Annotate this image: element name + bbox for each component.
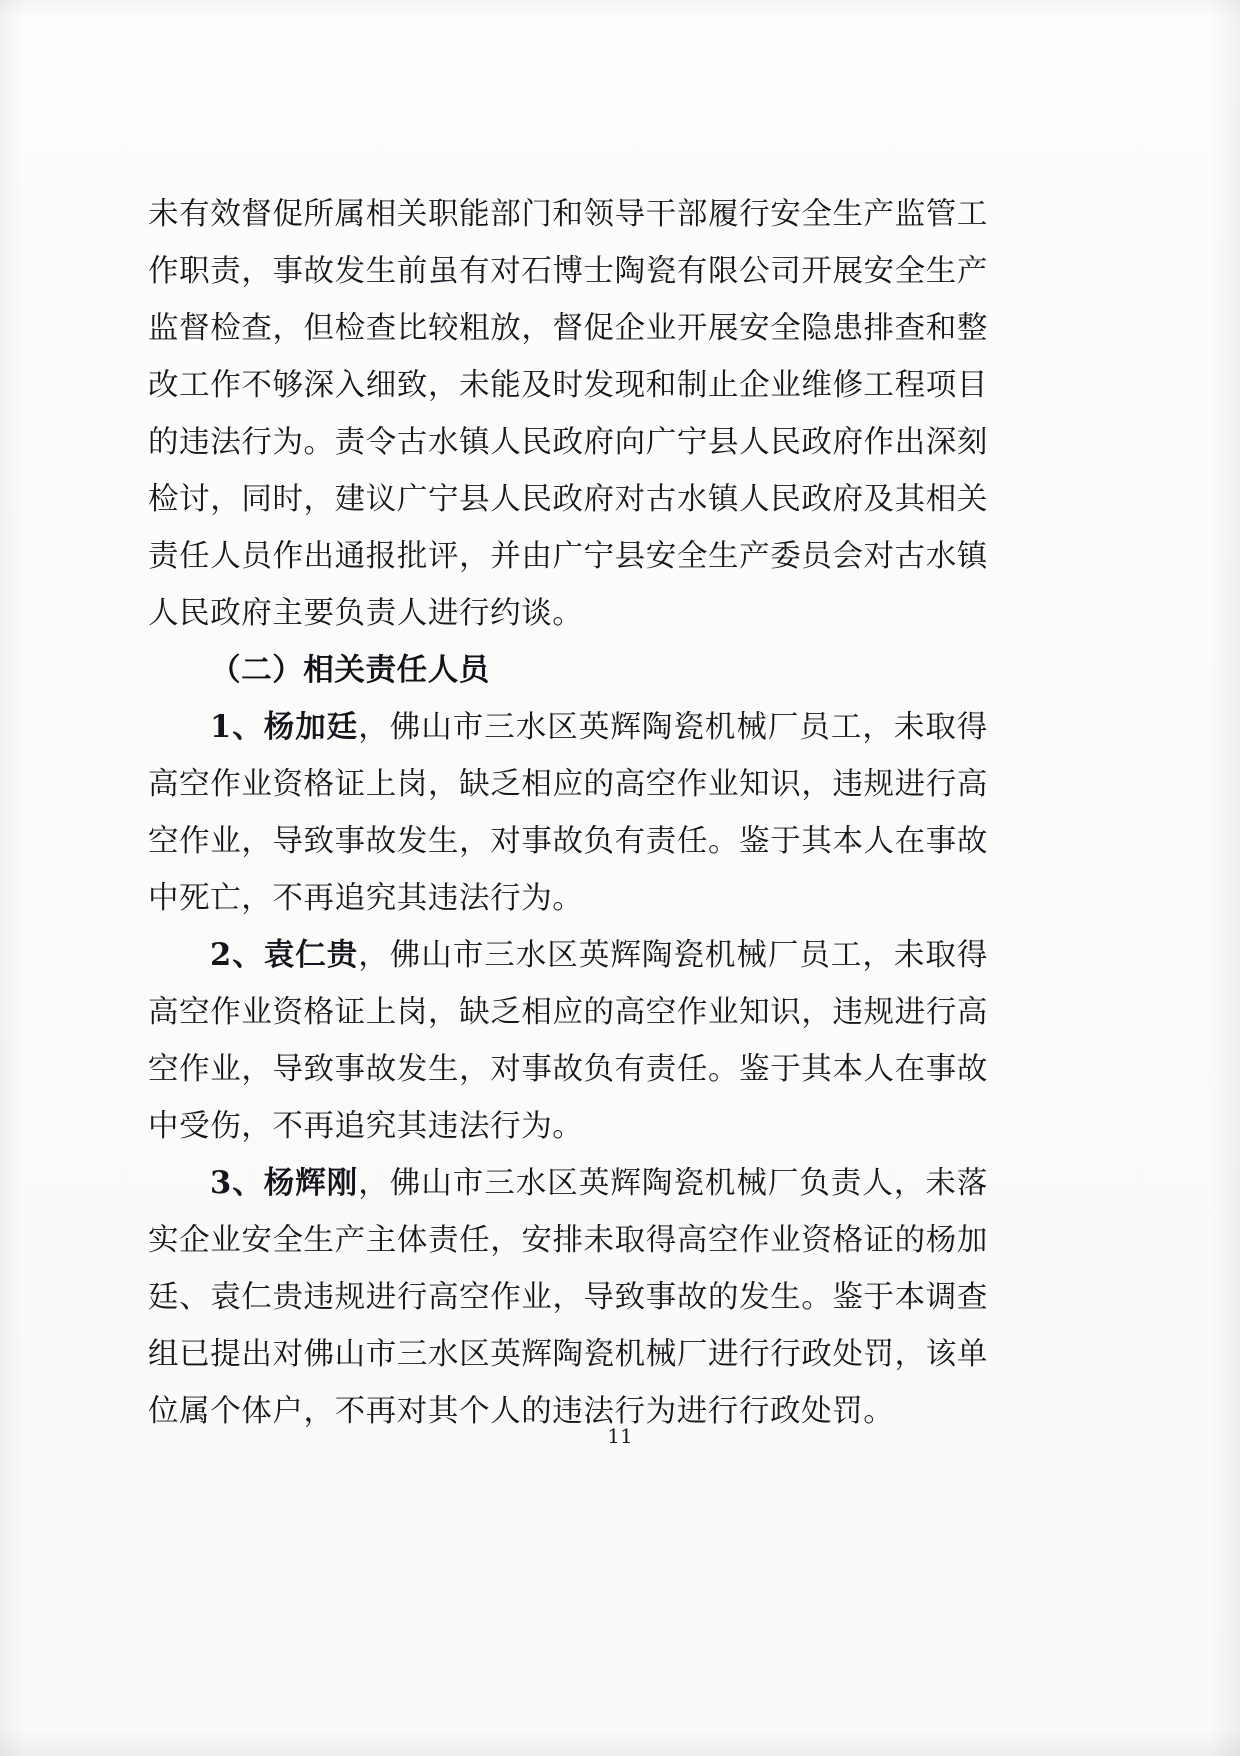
page-edge-shadow-left xyxy=(0,0,26,1756)
list-item-3 xyxy=(148,1155,988,1440)
list-item-2-lead: 2、袁仁贵 xyxy=(210,937,359,973)
list-item-1 xyxy=(148,699,988,927)
document-body xyxy=(148,186,988,1440)
list-item-3-lead: 3、杨辉刚 xyxy=(210,1165,359,1201)
list-item-2-text: ，佛山市三水区英辉陶瓷机械厂员工，未取得高空作业资格证上岗，缺乏相应的高空作业知识，违规进行高空作业，导致事故发生，对事故负有责任。鉴于其本人在事故中受伤，不再追究其违法行为。 xyxy=(148,938,988,1144)
paragraph-continuation: 未有效督促所属相关职能部门和领导干部履行安全生产监管工作职责，事故发生前虽有对石博士陶瓷有限公司开展安全生产监督检查，但检查比较粗放，督促企业开展安全隐患排查和整改工作不够深入细致，未能及时发现和制止企业维修工程项目的违法行为。责令古水镇人民政府向广宁县人民政府作出深刻检讨，同时，建议广宁县人民政府对古水镇人民政府及其相关责任人员作出通报批评，并由广宁县安全生产委员会对古水镇人民政府主要负责人进行约谈。 xyxy=(148,197,988,631)
page-number: 11 xyxy=(607,1424,633,1448)
page-edge-shadow-right xyxy=(1210,0,1240,1756)
list-item-1-lead: 1、杨加廷 xyxy=(210,709,359,745)
page-edge-shadow-bottom xyxy=(0,1728,1240,1756)
page-edge-shadow-top xyxy=(0,0,1240,20)
section-heading-related-responsible-persons: （二）相关责任人员 xyxy=(210,652,490,688)
list-item-2 xyxy=(148,927,988,1155)
list-item-1-text: ，佛山市三水区英辉陶瓷机械厂员工，未取得高空作业资格证上岗，缺乏相应的高空作业知识，违规进行高空作业，导致事故发生，对事故负有责任。鉴于其本人在事故中死亡，不再追究其违法行为。 xyxy=(148,710,988,916)
list-item-3-text: ，佛山市三水区英辉陶瓷机械厂负责人，未落实企业安全生产主体责任，安排未取得高空作业资格证的杨加廷、袁仁贵违规进行高空作业，导致事故的发生。鉴于本调查组已提出对佛山市三水区英辉陶瓷机械厂进行行政处罚，该单位属个体户，不再对其个人的违法行为进行行政处罚。 xyxy=(148,1166,988,1429)
